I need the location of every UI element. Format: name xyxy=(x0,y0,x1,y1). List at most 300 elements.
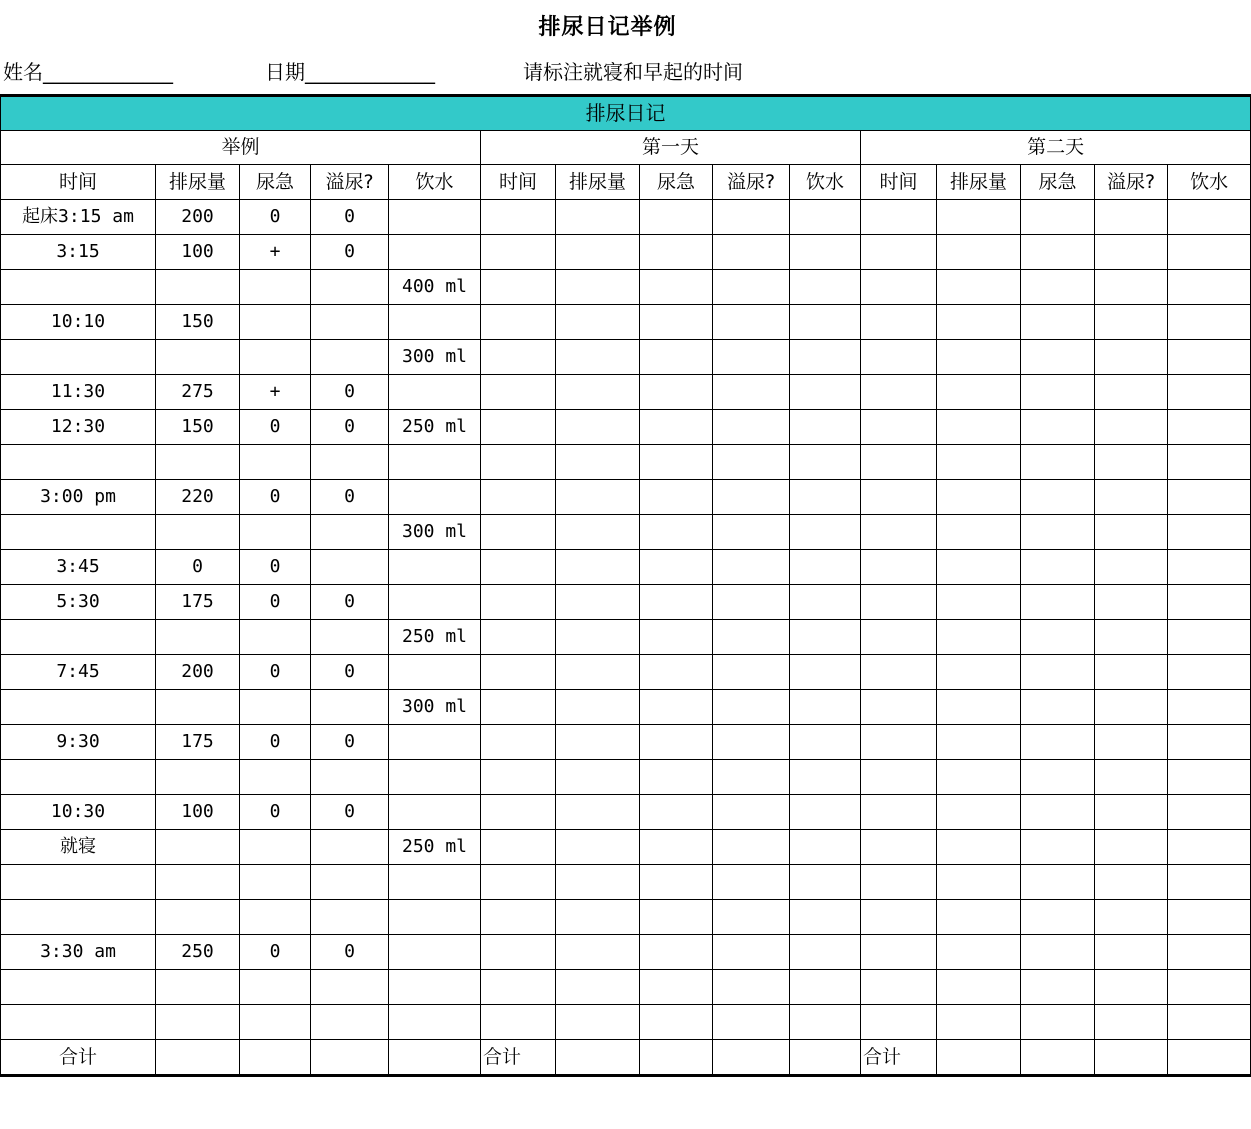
day-one-time-cell[interactable] xyxy=(481,200,556,235)
day-two-intake-cell[interactable] xyxy=(1168,480,1251,515)
day-two-leak-cell[interactable] xyxy=(1095,865,1168,900)
day-two-leak-cell[interactable] xyxy=(1095,760,1168,795)
day-two-urgency-cell[interactable] xyxy=(1021,305,1095,340)
total-day-two-urgency[interactable] xyxy=(1021,1040,1095,1076)
example-time-cell: 12:30 xyxy=(1,410,156,445)
day-one-intake-cell[interactable] xyxy=(790,830,861,865)
day-two-intake-cell[interactable] xyxy=(1168,935,1251,970)
day-two-time-cell[interactable] xyxy=(861,655,937,690)
day-one-time-cell[interactable] xyxy=(481,585,556,620)
day-one-time-cell[interactable] xyxy=(481,865,556,900)
example-urgency-cell: 0 xyxy=(240,655,311,690)
day-one-time-cell[interactable] xyxy=(481,550,556,585)
day-one-time-cell[interactable] xyxy=(481,340,556,375)
day-one-time-cell[interactable] xyxy=(481,410,556,445)
day-one-volume-cell[interactable] xyxy=(556,865,640,900)
example-leak-cell xyxy=(311,865,389,900)
day-two-time-cell[interactable] xyxy=(861,480,937,515)
total-day-one-urgency[interactable] xyxy=(640,1040,713,1076)
day-one-volume-cell[interactable] xyxy=(556,690,640,725)
form-meta xyxy=(3,56,1213,84)
day-one-time-cell[interactable] xyxy=(481,480,556,515)
day-one-intake-cell[interactable] xyxy=(790,655,861,690)
day-one-time-cell[interactable] xyxy=(481,655,556,690)
day-one-leak-cell[interactable] xyxy=(713,375,790,410)
day-two-intake-cell[interactable] xyxy=(1168,305,1251,340)
day-two-intake-cell[interactable] xyxy=(1168,200,1251,235)
day-one-volume-cell[interactable] xyxy=(556,480,640,515)
group-day-one: 第一天 xyxy=(481,131,861,165)
day-two-leak-cell[interactable] xyxy=(1095,480,1168,515)
day-two-leak-cell[interactable] xyxy=(1095,375,1168,410)
day-one-leak-cell[interactable] xyxy=(713,200,790,235)
day-two-leak-cell[interactable] xyxy=(1095,655,1168,690)
day-two-time-cell[interactable] xyxy=(861,340,937,375)
example-leak-cell xyxy=(311,760,389,795)
day-one-leak-cell[interactable] xyxy=(713,445,790,480)
day-two-intake-cell[interactable] xyxy=(1168,725,1251,760)
day-one-volume-cell[interactable] xyxy=(556,760,640,795)
day-one-leak-cell[interactable] xyxy=(713,340,790,375)
example-volume-cell: 100 xyxy=(156,795,240,830)
example-intake-cell xyxy=(389,725,481,760)
day-two-urgency-cell[interactable] xyxy=(1021,550,1095,585)
day-one-time-cell[interactable] xyxy=(481,515,556,550)
day-two-leak-cell[interactable] xyxy=(1095,445,1168,480)
day-one-volume-cell[interactable] xyxy=(556,830,640,865)
example-volume-cell: 250 xyxy=(156,935,240,970)
day-two-intake-cell[interactable] xyxy=(1168,760,1251,795)
day-two-time-cell[interactable] xyxy=(861,620,937,655)
total-day-two-volume[interactable] xyxy=(937,1040,1021,1076)
day-one-intake-cell[interactable] xyxy=(790,620,861,655)
example-time-cell: 3:00 pm xyxy=(1,480,156,515)
date-field[interactable]: 日期_____________ xyxy=(265,60,435,84)
day-one-intake-cell[interactable] xyxy=(790,305,861,340)
day-two-time-cell[interactable] xyxy=(861,200,937,235)
day-two-volume-cell[interactable] xyxy=(937,690,1021,725)
day-one-intake-cell[interactable] xyxy=(790,1005,861,1040)
col-header-example-intake: 饮水 xyxy=(389,165,481,200)
day-one-intake-cell[interactable] xyxy=(790,900,861,935)
day-one-intake-cell[interactable] xyxy=(790,235,861,270)
day-one-leak-cell[interactable] xyxy=(713,305,790,340)
day-one-intake-cell[interactable] xyxy=(790,690,861,725)
day-one-time-cell[interactable] xyxy=(481,620,556,655)
day-two-intake-cell[interactable] xyxy=(1168,515,1251,550)
day-two-urgency-cell[interactable] xyxy=(1021,760,1095,795)
day-one-time-cell[interactable] xyxy=(481,375,556,410)
day-one-leak-cell[interactable] xyxy=(713,1005,790,1040)
day-one-urgency-cell[interactable] xyxy=(640,795,713,830)
day-one-volume-cell[interactable] xyxy=(556,270,640,305)
example-volume-cell: 175 xyxy=(156,725,240,760)
day-two-time-cell[interactable] xyxy=(861,270,937,305)
day-two-volume-cell[interactable] xyxy=(937,900,1021,935)
day-one-intake-cell[interactable] xyxy=(790,585,861,620)
day-two-time-cell[interactable] xyxy=(861,830,937,865)
day-two-volume-cell[interactable] xyxy=(937,585,1021,620)
day-one-leak-cell[interactable] xyxy=(713,690,790,725)
day-one-urgency-cell[interactable] xyxy=(640,550,713,585)
day-two-volume-cell[interactable] xyxy=(937,200,1021,235)
col-header-example-leak: 溢尿? xyxy=(311,165,389,200)
day-two-urgency-cell[interactable] xyxy=(1021,1005,1095,1040)
day-one-urgency-cell[interactable] xyxy=(640,235,713,270)
day-one-leak-cell[interactable] xyxy=(713,760,790,795)
day-one-leak-cell[interactable] xyxy=(713,900,790,935)
day-one-volume-cell[interactable] xyxy=(556,900,640,935)
day-two-leak-cell[interactable] xyxy=(1095,410,1168,445)
example-volume-cell: 200 xyxy=(156,200,240,235)
day-two-volume-cell[interactable] xyxy=(937,830,1021,865)
day-one-urgency-cell[interactable] xyxy=(640,340,713,375)
example-leak-cell: 0 xyxy=(311,935,389,970)
day-two-time-cell[interactable] xyxy=(861,935,937,970)
day-two-volume-cell[interactable] xyxy=(937,1005,1021,1040)
day-one-intake-cell[interactable] xyxy=(790,865,861,900)
day-two-volume-cell[interactable] xyxy=(937,620,1021,655)
day-one-leak-cell[interactable] xyxy=(713,725,790,760)
example-time-cell xyxy=(1,445,156,480)
day-one-leak-cell[interactable] xyxy=(713,830,790,865)
day-one-leak-cell[interactable] xyxy=(713,585,790,620)
day-one-time-cell[interactable] xyxy=(481,970,556,1005)
day-two-urgency-cell[interactable] xyxy=(1021,585,1095,620)
day-two-leak-cell[interactable] xyxy=(1095,1005,1168,1040)
day-two-urgency-cell[interactable] xyxy=(1021,480,1095,515)
day-two-urgency-cell[interactable] xyxy=(1021,270,1095,305)
day-two-time-cell[interactable] xyxy=(861,690,937,725)
example-urgency-cell: 0 xyxy=(240,200,311,235)
day-two-urgency-cell[interactable] xyxy=(1021,725,1095,760)
day-one-volume-cell[interactable] xyxy=(556,235,640,270)
day-two-urgency-cell[interactable] xyxy=(1021,690,1095,725)
day-two-intake-cell[interactable] xyxy=(1168,375,1251,410)
table-row xyxy=(1,200,1251,235)
table-row xyxy=(1,655,1251,690)
day-two-intake-cell[interactable] xyxy=(1168,655,1251,690)
day-one-leak-cell[interactable] xyxy=(713,795,790,830)
day-two-urgency-cell[interactable] xyxy=(1021,900,1095,935)
day-two-intake-cell[interactable] xyxy=(1168,550,1251,585)
day-one-urgency-cell[interactable] xyxy=(640,970,713,1005)
day-one-leak-cell[interactable] xyxy=(713,270,790,305)
day-two-volume-cell[interactable] xyxy=(937,725,1021,760)
day-one-time-cell[interactable] xyxy=(481,305,556,340)
day-one-volume-cell[interactable] xyxy=(556,655,640,690)
day-two-leak-cell[interactable] xyxy=(1095,200,1168,235)
day-two-intake-cell[interactable] xyxy=(1168,585,1251,620)
day-one-leak-cell[interactable] xyxy=(713,480,790,515)
day-two-leak-cell[interactable] xyxy=(1095,515,1168,550)
table-row xyxy=(1,550,1251,585)
total-day-one-leak[interactable] xyxy=(713,1040,790,1076)
day-two-intake-cell[interactable] xyxy=(1168,410,1251,445)
day-two-urgency-cell[interactable] xyxy=(1021,340,1095,375)
day-two-leak-cell[interactable] xyxy=(1095,235,1168,270)
day-two-urgency-cell[interactable] xyxy=(1021,410,1095,445)
day-one-volume-cell[interactable] xyxy=(556,200,640,235)
total-day-two-intake[interactable] xyxy=(1168,1040,1251,1076)
day-two-time-cell[interactable] xyxy=(861,410,937,445)
day-two-time-cell[interactable] xyxy=(861,970,937,1005)
day-two-urgency-cell[interactable] xyxy=(1021,970,1095,1005)
day-two-volume-cell[interactable] xyxy=(937,655,1021,690)
day-one-urgency-cell[interactable] xyxy=(640,375,713,410)
day-one-intake-cell[interactable] xyxy=(790,200,861,235)
day-two-intake-cell[interactable] xyxy=(1168,1005,1251,1040)
day-two-time-cell[interactable] xyxy=(861,865,937,900)
day-two-time-cell[interactable] xyxy=(861,515,937,550)
day-one-urgency-cell[interactable] xyxy=(640,900,713,935)
example-time-cell: 10:30 xyxy=(1,795,156,830)
day-two-time-cell[interactable] xyxy=(861,445,937,480)
day-two-leak-cell[interactable] xyxy=(1095,900,1168,935)
day-two-intake-cell[interactable] xyxy=(1168,795,1251,830)
day-two-volume-cell[interactable] xyxy=(937,935,1021,970)
example-volume-cell xyxy=(156,760,240,795)
example-urgency-cell xyxy=(240,445,311,480)
day-one-volume-cell[interactable] xyxy=(556,935,640,970)
day-two-volume-cell[interactable] xyxy=(937,480,1021,515)
day-two-leak-cell[interactable] xyxy=(1095,340,1168,375)
day-two-leak-cell[interactable] xyxy=(1095,830,1168,865)
table-row xyxy=(1,235,1251,270)
day-one-intake-cell[interactable] xyxy=(790,375,861,410)
example-intake-cell: 250 ml xyxy=(389,830,481,865)
day-one-intake-cell[interactable] xyxy=(790,550,861,585)
day-one-leak-cell[interactable] xyxy=(713,935,790,970)
example-leak-cell xyxy=(311,340,389,375)
name-field[interactable]: 姓名_____________ xyxy=(3,60,173,84)
day-two-intake-cell[interactable] xyxy=(1168,270,1251,305)
day-one-volume-cell[interactable] xyxy=(556,515,640,550)
day-one-leak-cell[interactable] xyxy=(713,865,790,900)
day-two-intake-cell[interactable] xyxy=(1168,445,1251,480)
day-one-volume-cell[interactable] xyxy=(556,970,640,1005)
example-volume-cell xyxy=(156,515,240,550)
table-row xyxy=(1,620,1251,655)
day-one-time-cell[interactable] xyxy=(481,760,556,795)
day-one-urgency-cell[interactable] xyxy=(640,585,713,620)
day-one-time-cell[interactable] xyxy=(481,795,556,830)
day-one-volume-cell[interactable] xyxy=(556,725,640,760)
example-leak-cell xyxy=(311,445,389,480)
example-time-cell xyxy=(1,340,156,375)
day-one-time-cell[interactable] xyxy=(481,725,556,760)
day-one-volume-cell[interactable] xyxy=(556,445,640,480)
day-two-volume-cell[interactable] xyxy=(937,445,1021,480)
day-two-time-cell[interactable] xyxy=(861,725,937,760)
day-two-intake-cell[interactable] xyxy=(1168,900,1251,935)
example-leak-cell xyxy=(311,830,389,865)
day-two-intake-cell[interactable] xyxy=(1168,690,1251,725)
day-two-leak-cell[interactable] xyxy=(1095,725,1168,760)
day-one-leak-cell[interactable] xyxy=(713,550,790,585)
example-time-cell: 5:30 xyxy=(1,585,156,620)
day-two-volume-cell[interactable] xyxy=(937,865,1021,900)
day-two-volume-cell[interactable] xyxy=(937,340,1021,375)
day-one-urgency-cell[interactable] xyxy=(640,305,713,340)
table-row xyxy=(1,410,1251,445)
table-row xyxy=(1,270,1251,305)
day-two-intake-cell[interactable] xyxy=(1168,620,1251,655)
day-one-time-cell[interactable] xyxy=(481,935,556,970)
day-one-volume-cell[interactable] xyxy=(556,305,640,340)
day-two-urgency-cell[interactable] xyxy=(1021,830,1095,865)
day-two-urgency-cell[interactable] xyxy=(1021,375,1095,410)
day-one-volume-cell[interactable] xyxy=(556,795,640,830)
day-two-leak-cell[interactable] xyxy=(1095,690,1168,725)
day-one-volume-cell[interactable] xyxy=(556,1005,640,1040)
day-one-intake-cell[interactable] xyxy=(790,760,861,795)
day-two-urgency-cell[interactable] xyxy=(1021,515,1095,550)
day-two-volume-cell[interactable] xyxy=(937,375,1021,410)
day-two-urgency-cell[interactable] xyxy=(1021,235,1095,270)
day-one-time-cell[interactable] xyxy=(481,235,556,270)
day-two-volume-cell[interactable] xyxy=(937,760,1021,795)
day-one-intake-cell[interactable] xyxy=(790,270,861,305)
day-two-volume-cell[interactable] xyxy=(937,550,1021,585)
example-volume-cell xyxy=(156,270,240,305)
example-time-cell: 3:15 xyxy=(1,235,156,270)
day-one-intake-cell[interactable] xyxy=(790,970,861,1005)
day-two-intake-cell[interactable] xyxy=(1168,340,1251,375)
day-two-urgency-cell[interactable] xyxy=(1021,865,1095,900)
day-two-volume-cell[interactable] xyxy=(937,235,1021,270)
day-two-leak-cell[interactable] xyxy=(1095,935,1168,970)
day-one-urgency-cell[interactable] xyxy=(640,830,713,865)
example-intake-cell xyxy=(389,375,481,410)
day-one-time-cell[interactable] xyxy=(481,1005,556,1040)
day-two-leak-cell[interactable] xyxy=(1095,305,1168,340)
day-two-leak-cell[interactable] xyxy=(1095,550,1168,585)
day-two-time-cell[interactable] xyxy=(861,235,937,270)
day-two-urgency-cell[interactable] xyxy=(1021,200,1095,235)
day-two-intake-cell[interactable] xyxy=(1168,970,1251,1005)
day-one-intake-cell[interactable] xyxy=(790,445,861,480)
day-one-volume-cell[interactable] xyxy=(556,550,640,585)
example-urgency-cell xyxy=(240,1005,311,1040)
day-one-urgency-cell[interactable] xyxy=(640,1005,713,1040)
total-day-two-leak[interactable] xyxy=(1095,1040,1168,1076)
day-one-intake-cell[interactable] xyxy=(790,410,861,445)
day-one-volume-cell[interactable] xyxy=(556,585,640,620)
day-two-time-cell[interactable] xyxy=(861,900,937,935)
total-day-one-intake[interactable] xyxy=(790,1040,861,1076)
day-one-intake-cell[interactable] xyxy=(790,480,861,515)
example-leak-cell xyxy=(311,1005,389,1040)
day-one-intake-cell[interactable] xyxy=(790,795,861,830)
day-one-time-cell[interactable] xyxy=(481,900,556,935)
day-one-leak-cell[interactable] xyxy=(713,620,790,655)
day-two-volume-cell[interactable] xyxy=(937,970,1021,1005)
day-one-urgency-cell[interactable] xyxy=(640,935,713,970)
day-one-volume-cell[interactable] xyxy=(556,375,640,410)
example-intake-cell xyxy=(389,585,481,620)
day-two-urgency-cell[interactable] xyxy=(1021,445,1095,480)
day-one-volume-cell[interactable] xyxy=(556,340,640,375)
day-one-urgency-cell[interactable] xyxy=(640,445,713,480)
day-one-leak-cell[interactable] xyxy=(713,970,790,1005)
day-two-urgency-cell[interactable] xyxy=(1021,620,1095,655)
day-two-intake-cell[interactable] xyxy=(1168,830,1251,865)
day-two-intake-cell[interactable] xyxy=(1168,865,1251,900)
day-one-time-cell[interactable] xyxy=(481,690,556,725)
day-one-intake-cell[interactable] xyxy=(790,515,861,550)
example-intake-cell: 300 ml xyxy=(389,690,481,725)
day-one-intake-cell[interactable] xyxy=(790,935,861,970)
day-one-urgency-cell[interactable] xyxy=(640,760,713,795)
day-one-urgency-cell[interactable] xyxy=(640,200,713,235)
col-header-example-volume: 排尿量 xyxy=(156,165,240,200)
diary-sheet xyxy=(0,94,1229,1077)
example-urgency-cell: 0 xyxy=(240,550,311,585)
day-one-leak-cell[interactable] xyxy=(713,655,790,690)
day-one-intake-cell[interactable] xyxy=(790,340,861,375)
day-one-time-cell[interactable] xyxy=(481,830,556,865)
day-one-leak-cell[interactable] xyxy=(713,515,790,550)
day-two-time-cell[interactable] xyxy=(861,1005,937,1040)
day-two-leak-cell[interactable] xyxy=(1095,620,1168,655)
day-two-intake-cell[interactable] xyxy=(1168,235,1251,270)
day-two-volume-cell[interactable] xyxy=(937,410,1021,445)
day-one-urgency-cell[interactable] xyxy=(640,410,713,445)
day-one-urgency-cell[interactable] xyxy=(640,270,713,305)
day-two-volume-cell[interactable] xyxy=(937,270,1021,305)
day-two-leak-cell[interactable] xyxy=(1095,970,1168,1005)
day-two-time-cell[interactable] xyxy=(861,375,937,410)
day-one-leak-cell[interactable] xyxy=(713,235,790,270)
day-one-volume-cell[interactable] xyxy=(556,410,640,445)
day-two-urgency-cell[interactable] xyxy=(1021,795,1095,830)
example-leak-cell xyxy=(311,970,389,1005)
day-two-leak-cell[interactable] xyxy=(1095,795,1168,830)
day-one-time-cell[interactable] xyxy=(481,270,556,305)
day-two-urgency-cell[interactable] xyxy=(1021,935,1095,970)
day-one-urgency-cell[interactable] xyxy=(640,515,713,550)
day-two-volume-cell[interactable] xyxy=(937,515,1021,550)
day-two-time-cell[interactable] xyxy=(861,550,937,585)
table-row xyxy=(1,515,1251,550)
day-one-volume-cell[interactable] xyxy=(556,620,640,655)
day-two-urgency-cell[interactable] xyxy=(1021,655,1095,690)
day-one-time-cell[interactable] xyxy=(481,445,556,480)
day-one-urgency-cell[interactable] xyxy=(640,655,713,690)
day-one-urgency-cell[interactable] xyxy=(640,620,713,655)
total-label-day-two: 合计 xyxy=(861,1040,937,1076)
day-two-time-cell[interactable] xyxy=(861,305,937,340)
day-one-urgency-cell[interactable] xyxy=(640,690,713,725)
day-one-intake-cell[interactable] xyxy=(790,725,861,760)
day-two-time-cell[interactable] xyxy=(861,585,937,620)
day-one-urgency-cell[interactable] xyxy=(640,865,713,900)
day-two-leak-cell[interactable] xyxy=(1095,270,1168,305)
day-two-volume-cell[interactable] xyxy=(937,305,1021,340)
example-urgency-cell: 0 xyxy=(240,480,311,515)
example-intake-cell xyxy=(389,865,481,900)
day-two-leak-cell[interactable] xyxy=(1095,585,1168,620)
day-two-volume-cell[interactable] xyxy=(937,795,1021,830)
day-one-urgency-cell[interactable] xyxy=(640,480,713,515)
example-time-cell: 就寝 xyxy=(1,830,156,865)
day-two-time-cell[interactable] xyxy=(861,795,937,830)
day-two-time-cell[interactable] xyxy=(861,760,937,795)
day-one-urgency-cell[interactable] xyxy=(640,725,713,760)
total-day-one-volume[interactable] xyxy=(556,1040,640,1076)
day-one-leak-cell[interactable] xyxy=(713,410,790,445)
